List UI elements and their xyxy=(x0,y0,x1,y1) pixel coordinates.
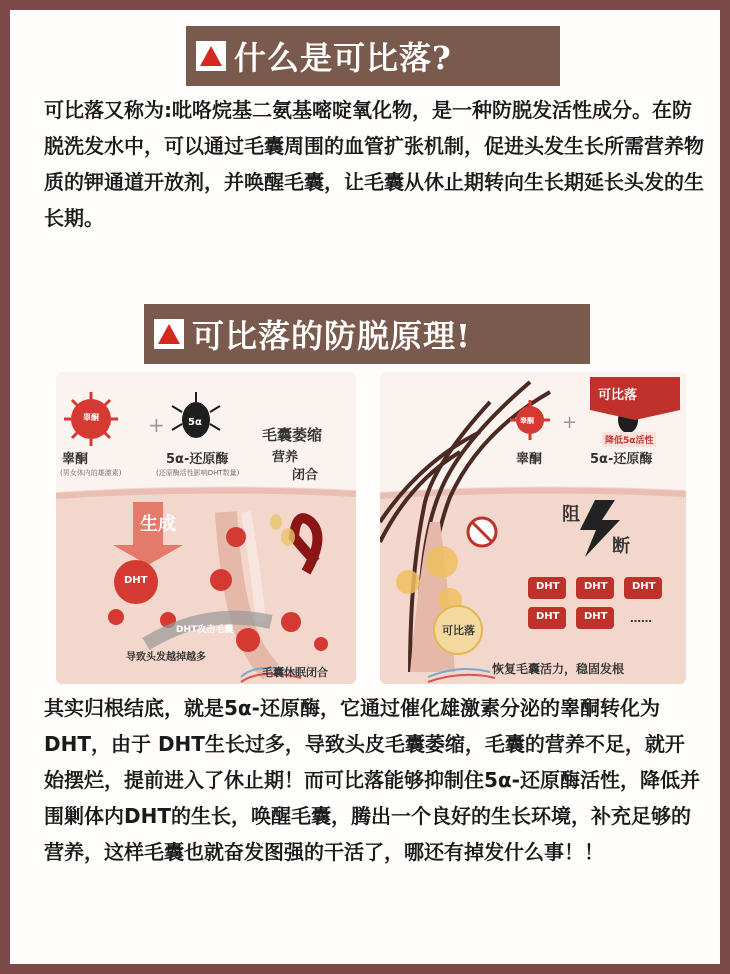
section-title-text: 可比落的防脱原理! xyxy=(192,317,472,355)
hair-loss-diagram xyxy=(56,372,356,684)
enzyme-label: 5α-还原酶 xyxy=(166,452,229,467)
generate-label: 生成 xyxy=(140,514,176,535)
dht-attack-label: DHT攻击毛囊 xyxy=(176,625,234,635)
dht-chip-label: DHT xyxy=(584,581,608,592)
enzyme-badge: 5α xyxy=(188,417,202,428)
svg-text:+: + xyxy=(562,412,578,433)
svg-text:+: + xyxy=(148,413,165,437)
restore-label: 恢复毛囊活力，稳固发根 xyxy=(492,662,625,676)
testosterone-label: 睾酮 xyxy=(62,452,89,467)
block-label-1: 阻 xyxy=(562,504,580,525)
section-title-what-is xyxy=(186,26,560,86)
section-title-principle xyxy=(144,304,590,364)
content-card xyxy=(10,10,720,964)
illustration-kebiluo-effect xyxy=(380,372,686,684)
principle-paragraph: 其实归根结底，就是5α-还原酶，它通过催化雄激素分泌的睾酮转化为 DHT，由于 DHT生长过多，导致头皮毛囊萎缩，毛囊的营养不足，就开始摆烂，提前进入了休止期！而可比落能够抑制住5α-还原酶活性，降低并围剿体内DHT的生长，唤醒毛囊，腾出一个良好的生长环境，补充足够的营养，这样毛囊也就奋发图强的干活了，哪还有掉发什么事！！ xyxy=(44,696,700,864)
closed-label: 闭合 xyxy=(292,468,319,483)
enzyme-note: (还原酶活性影响DHT数量) xyxy=(156,469,240,477)
illustration-hair-loss-mechanism xyxy=(56,372,356,684)
dht-chip-label: DHT xyxy=(632,581,656,592)
block-label-2: 断 xyxy=(612,536,630,557)
dht-chip-label: DHT xyxy=(584,611,608,622)
kebiluo-bubble-label: 可比落 xyxy=(442,624,475,637)
warning-triangle-icon xyxy=(196,41,226,71)
nutrient-label: 营养 xyxy=(272,450,299,465)
ellipsis-label: …… xyxy=(630,612,652,625)
testosterone-badge: 睾酮 xyxy=(520,417,534,425)
kebiluo-badge-sub: 降低5α活性 xyxy=(602,432,656,447)
hairloss-label: 导致头发越掉越多 xyxy=(126,652,206,663)
testosterone-label: 睾酮 xyxy=(516,452,543,467)
dht-chip-label: DHT xyxy=(536,581,560,592)
enzyme-label: 5α-还原酶 xyxy=(590,452,653,467)
testosterone-note: (男女体内的雄激素) xyxy=(60,469,122,477)
follicle-shrink-label: 毛囊萎缩 xyxy=(262,426,323,444)
dht-chip-label: DHT xyxy=(536,611,560,622)
section-title-text: 什么是可比落? xyxy=(234,39,452,77)
kebiluo-badge-title: 可比落 xyxy=(598,388,638,403)
testosterone-badge: 睾酮 xyxy=(83,413,99,422)
intro-paragraph: 可比落又称为:吡咯烷基二氨基嘧啶氧化物，是一种防脱发活性成分。在防脱洗发水中，可以通过毛囊周围的血管扩张机制，促进头发生长所需营养物质的钾通道开放剂，并唤醒毛囊，让毛囊从休止期转向生长期延长头发的生长期。 xyxy=(44,98,704,230)
dht-molecule-label: DHT xyxy=(124,575,148,586)
warning-triangle-icon xyxy=(154,319,184,349)
dormant-label: 毛囊休眠闭合 xyxy=(262,666,328,679)
